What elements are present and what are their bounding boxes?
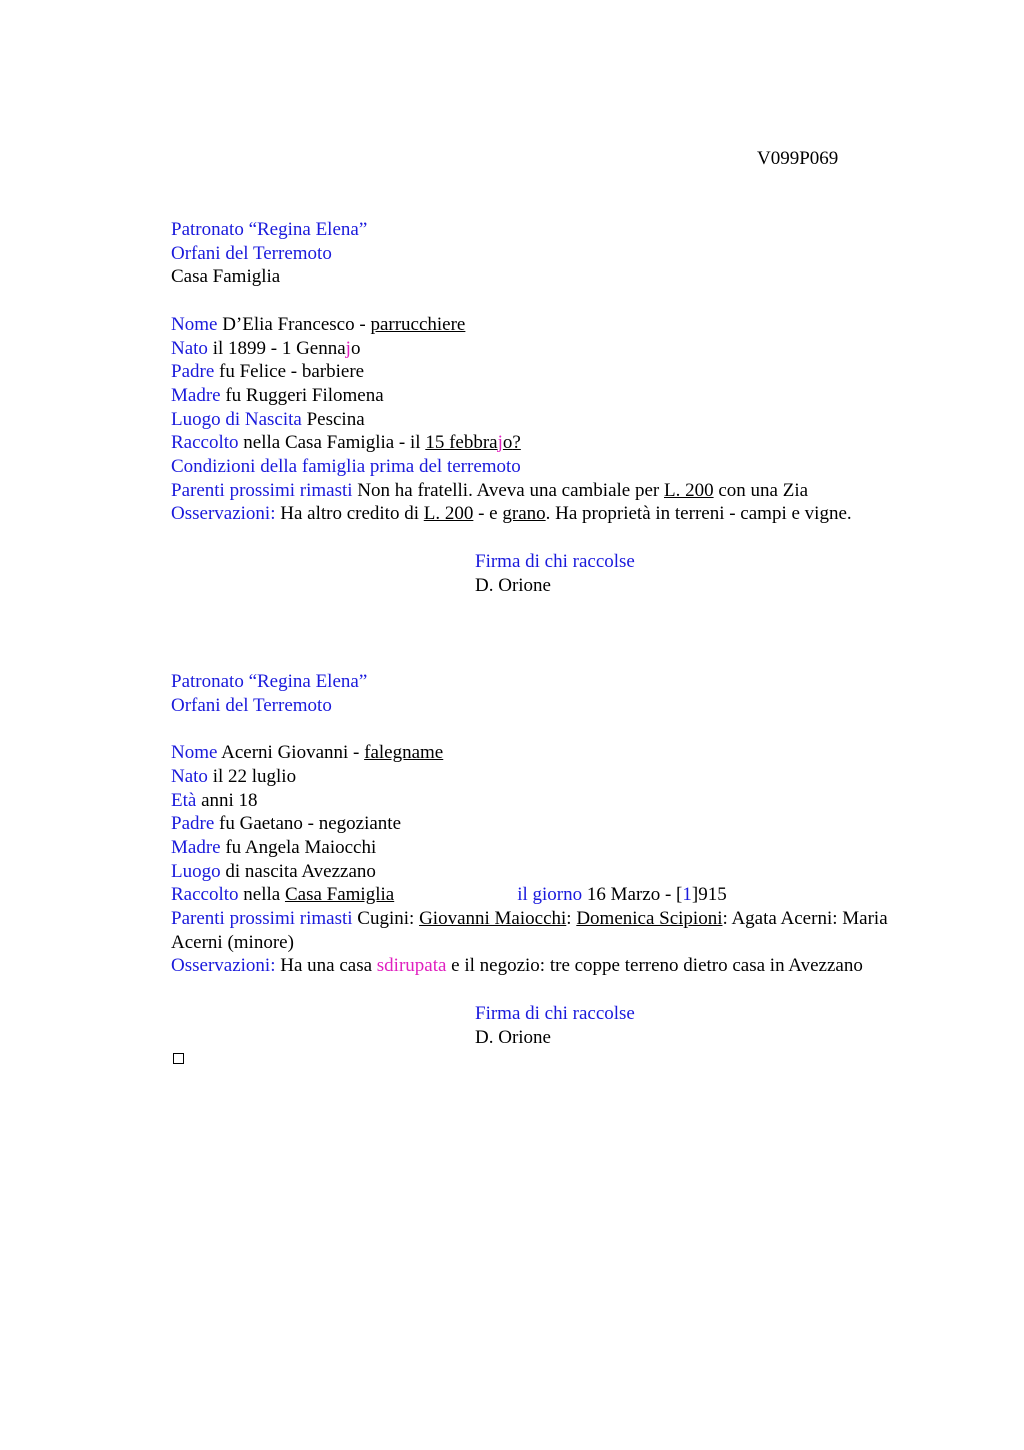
label-padre: Padre	[171, 813, 215, 835]
value-amount: L. 200	[423, 503, 474, 525]
header-orfani: Orfani del Terremoto	[171, 694, 332, 716]
label-parenti: Parenti prossimi rimasti	[171, 908, 353, 930]
value-nome: D’Elia Francesco -	[222, 313, 371, 335]
label-firma: Firma di chi raccolse	[475, 550, 635, 572]
value-parente-name: Giovanni Maiocchi	[419, 908, 567, 930]
value-padre: fu Felice - barbiere	[219, 361, 365, 383]
value-raccolto: nella Casa Famiglia - il	[243, 432, 426, 454]
date-question: ?	[512, 432, 521, 454]
record-card-1	[171, 218, 951, 597]
value-firma: D. Orione	[475, 1026, 551, 1048]
signature-block	[475, 1002, 951, 1049]
value-eta: anni 18	[201, 789, 258, 811]
document-code: V099P069	[757, 148, 839, 169]
value-giorno-bracket: 1	[682, 884, 692, 906]
field-nome	[171, 313, 951, 337]
label-nato: Nato	[171, 337, 208, 359]
header-orfani: Orfani del Terremoto	[171, 242, 332, 264]
value-madre: fu Angela Maiocchi	[225, 836, 377, 858]
value-giorno-end: ]915	[691, 884, 727, 906]
spacer	[171, 289, 951, 313]
field-raccolto	[171, 431, 951, 455]
value-firma: D. Orione	[475, 574, 551, 596]
header-casa-famiglia: Casa Famiglia	[171, 266, 281, 288]
value-raccolto-date	[425, 432, 521, 453]
field-luogo	[171, 860, 951, 884]
field-osservazioni	[171, 502, 951, 526]
label-padre: Padre	[171, 361, 215, 383]
header-patronato: Patronato “Regina Elena”	[171, 219, 368, 240]
field-madre	[171, 384, 951, 408]
value-parenti-end: con una Zia	[713, 479, 809, 501]
value-parenti: Non ha fratelli. Aveva una cambiale per	[357, 479, 664, 501]
checkbox-square-icon	[173, 1053, 184, 1064]
label-giorno: il giorno	[517, 884, 583, 906]
correction-mark: j	[345, 337, 351, 359]
date-part-end: o	[502, 432, 513, 454]
header-patronato: Patronato “Regina Elena”	[171, 671, 368, 692]
field-nato	[171, 765, 951, 789]
value-raccolto-place: Casa Famiglia	[284, 884, 395, 906]
field-madre	[171, 836, 951, 860]
label-osservazioni: Osservazioni:	[171, 503, 276, 525]
spacer	[171, 978, 951, 1002]
value-parente-name: Domenica Scipioni	[576, 908, 723, 930]
value-amount: L. 200	[663, 479, 714, 501]
value-osservazioni-mid: - e	[473, 503, 503, 525]
correction-word: sdirupata	[376, 955, 447, 977]
value-giorno: 16 Marzo - [	[586, 884, 683, 906]
field-eta	[171, 789, 951, 813]
value-osservazioni-end: e il negozio: tre coppe terreno dietro casa in Avezzano	[446, 955, 863, 977]
value-parenti-end: : Agata Acerni: Maria Acerni (minore)	[171, 908, 888, 953]
signature-block	[475, 550, 951, 597]
value-parenti: Cugini:	[357, 908, 420, 930]
field-padre	[171, 812, 951, 836]
spacer	[171, 717, 951, 741]
value-nome: Acerni Giovanni -	[221, 742, 365, 764]
value-madre: fu Ruggeri Filomena	[225, 384, 384, 406]
value-osservazioni: Ha altro credito di	[280, 503, 424, 525]
value-raccolto: nella	[243, 884, 285, 906]
field-parenti	[171, 907, 911, 954]
label-eta: Età	[171, 789, 197, 811]
value-padre: fu Gaetano - negoziante	[219, 813, 402, 835]
label-condizioni: Condizioni della famiglia prima del terremoto	[171, 456, 521, 478]
value-nato: il 1899 - 1 Genna	[212, 337, 346, 359]
field-padre	[171, 360, 951, 384]
value-parenti-sep: :	[566, 908, 577, 930]
value-nato-end: o	[350, 337, 361, 359]
label-nato: Nato	[171, 765, 208, 787]
label-raccolto: Raccolto	[171, 432, 239, 454]
value-osservazioni: Ha una casa	[280, 955, 377, 977]
label-parenti: Parenti prossimi rimasti	[171, 479, 353, 501]
spacer	[171, 526, 951, 550]
label-luogo: Luogo di Nascita	[171, 408, 302, 430]
value-grano: grano	[502, 503, 546, 525]
value-luogo: di nascita Avezzano	[225, 860, 376, 882]
label-osservazioni: Osservazioni:	[171, 955, 276, 977]
record-card-2	[171, 670, 951, 1049]
value-luogo: Pescina	[306, 408, 365, 430]
field-luogo	[171, 408, 951, 432]
label-madre: Madre	[171, 384, 221, 406]
label-nome: Nome	[171, 313, 218, 335]
label-luogo: Luogo	[171, 860, 221, 882]
value-trade: falegname	[364, 742, 444, 764]
label-firma: Firma di chi raccolse	[475, 1002, 635, 1024]
label-madre: Madre	[171, 836, 221, 858]
field-parenti	[171, 479, 951, 503]
label-nome: Nome	[171, 742, 218, 764]
label-raccolto: Raccolto	[171, 884, 239, 906]
correction-mark: j	[497, 432, 503, 454]
field-nato	[171, 337, 951, 361]
field-osservazioni	[171, 954, 951, 978]
field-nome	[171, 741, 951, 765]
value-nato: il 22 luglio	[212, 765, 297, 787]
field-raccolto	[171, 883, 951, 907]
value-trade: parrucchiere	[370, 313, 466, 335]
value-osservazioni-end: . Ha proprietà in terreni - campi e vigne.	[545, 503, 852, 525]
date-part: 15 febbra	[425, 432, 498, 454]
